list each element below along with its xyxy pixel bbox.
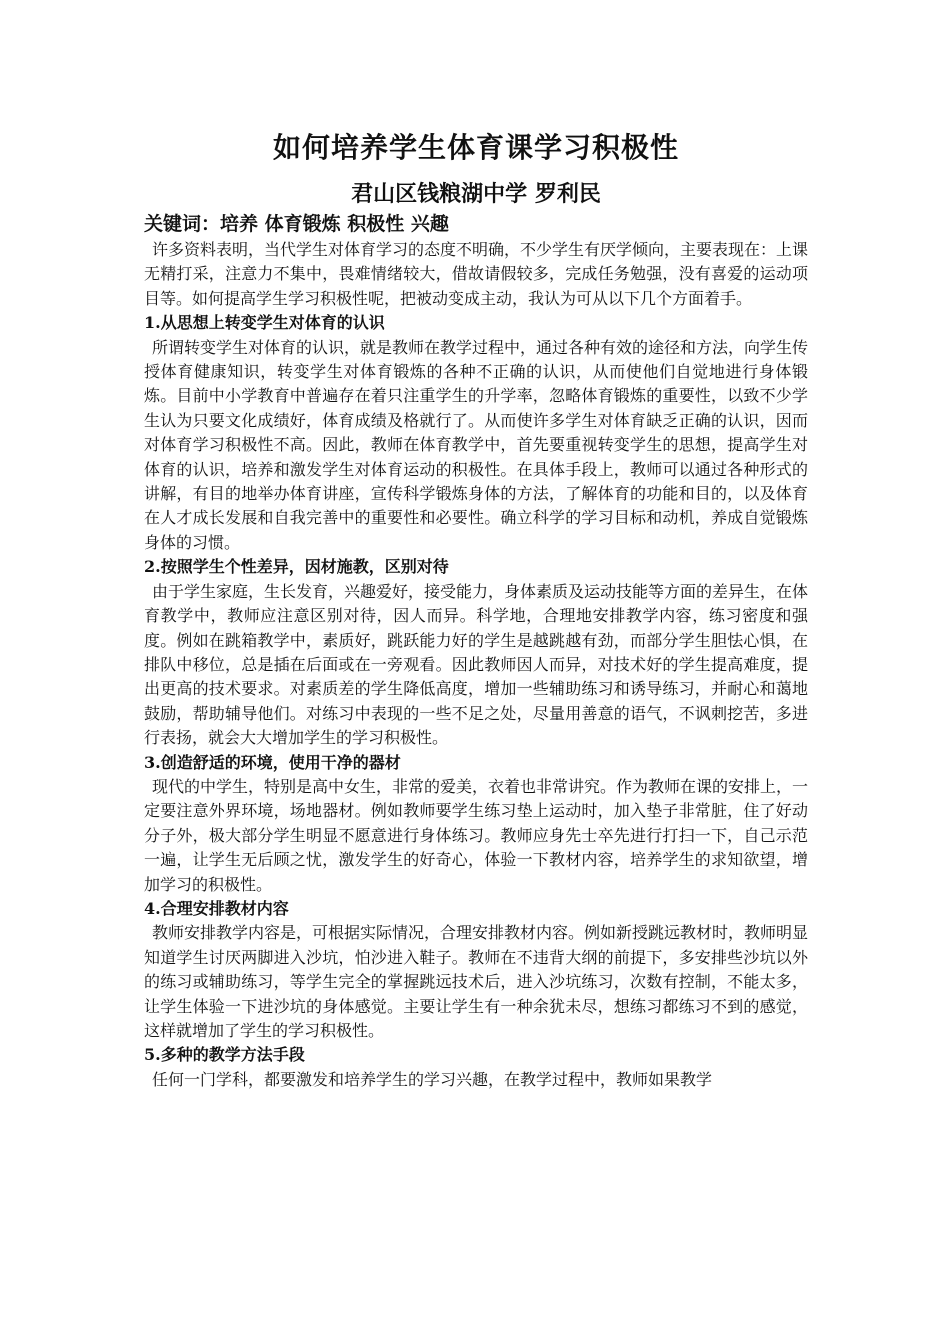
section-1	[144, 311, 808, 555]
section-paragraph: 任何一门学科，都要激发和培养学生的学习兴趣，在教学过程中，教师如果教学	[152, 1069, 713, 1089]
section-5	[144, 1043, 808, 1092]
section-paragraph: 现代的中学生，特别是高中女生，非常的爱美，衣着也非常讲究。作为教师在课的安排上，一定要注意外界环境，场地器材。例如教师要学生练习垫上运动时，加入垫子非常脏，住了好动分子外，极大部分学生明显不愿意进行身体练习。教师应身先士卒先进行打扫一下，自己示范一遍，让学生无后顾之忧，激发学生的好奇心，体验一下教材内容，培养学生的求知欲望，增加学习的积极性。	[144, 776, 809, 894]
section-2	[144, 555, 808, 750]
section-heading: 5.多种的教学方法手段	[144, 1045, 305, 1065]
author-line: 君山区钱粮湖中学 罗利民	[351, 181, 601, 207]
section-heading: 3.创造舒适的环境，使用干净的器材	[144, 752, 401, 772]
document-title: 如何培养学生体育课学习积极性	[272, 131, 679, 164]
section-paragraph: 由于学生家庭，生长发育，兴趣爱好，接受能力，身体素质及运动技能等方面的差异生，在体育教学中，教师应注意区别对待，因人而异。科学地，合理地安排教学内容，练习密度和强度。例如在跳箱教学中，素质好，跳跃能力好的学生是越跳越有劲，而部分学生胆怯心惧，在排队中移位，总是插在后面或在一旁观看。因此教师因人而异，对技术好的学生提高难度，提出更高的技术要求。对素质差的学生降低高度，增加一些辅助练习和诱导练习，并耐心和蔼地鼓励，帮助辅导他们。对练习中表现的一些不足之处，尽量用善意的语气，不讽刺挖苦，多进行表扬，就会大大增加学生的学习积极性。	[144, 581, 809, 748]
section-heading: 4.合理安排教材内容	[144, 898, 289, 918]
section-3	[144, 751, 808, 897]
section-4	[144, 897, 808, 1043]
section-paragraph: 所谓转变学生对体育的认识，就是教师在教学过程中，通过各种有效的途径和方法，向学生传授体育健康知识，转变学生对体育锻炼的各种不正确的认识，从而使他们自觉地进行身体锻炼。目前中小学教育中普遍存在着只注重学生的升学率，忽略体育锻炼的重要性，以致不少学生认为只要文化成绩好，体育成绩及格就行了。从而使许多学生对体育缺乏正确的认识，因而对体育学习积极性不高。因此，教师在体育教学中，首先要重视转变学生的思想，提高学生对体育的认识，培养和激发学生对体育运动的积极性。在具体手段上，教师可以通过各种形式的讲解，有目的地举办体育讲座，宣传科学锻炼身体的方法，了解体育的功能和目的，以及体育在人才成长发展和自我完善中的重要性和必要性。确立科学的学习目标和动机，养成自觉锻炼身体的习惯。	[144, 337, 809, 552]
section-heading: 1.从思想上转变学生对体育的认识	[144, 313, 385, 333]
document-page	[144, 128, 808, 1092]
intro-paragraph: 许多资料表明，当代学生对体育学习的态度不明确，不少学生有厌学倾向，主要表现在：上课无精打采，注意力不集中，畏难情绪较大，借故请假较多，完成任务勉强，没有喜爱的运动项目等。如何提高学生学习积极性呢，把被动变成主动，我认为可从以下几个方面着手。	[144, 240, 809, 308]
section-heading: 2.按照学生个性差异，因材施教，区别对待	[144, 557, 449, 577]
keywords-line: 关键词：培养 体育锻炼 积极性 兴趣	[144, 213, 449, 235]
section-paragraph: 教师安排教学内容是，可根据实际情况，合理安排教材内容。例如新授跳远教材时，教师明显知道学生讨厌两脚进入沙坑，怕沙进入鞋子。教师在不违背大纲的前提下，多安排些沙坑以外的练习或辅助练习，等学生完全的掌握跳远技术后，进入沙坑练习，次数有控制，不能太多，让学生体验一下进沙坑的身体感觉。主要让学生有一种余犹未尽，想练习都练习不到的感觉，这样就增加了学生的学习积极性。	[144, 923, 809, 1040]
